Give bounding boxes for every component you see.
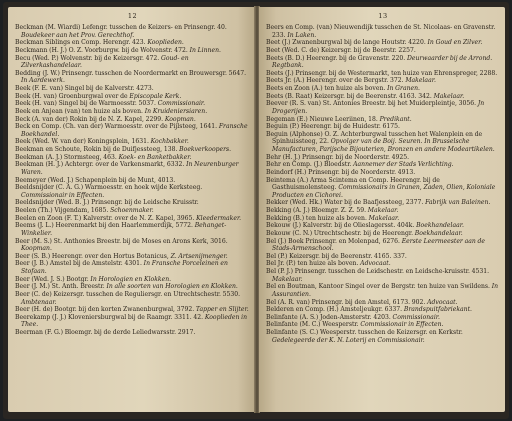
page-number-left: 12 (127, 12, 138, 20)
entry-occupation: Makelaar. (272, 275, 303, 283)
entry-text: Bel en Boutman, Kantoor Singel over de Bergstr. ten huize van Swildens. (266, 283, 490, 291)
entry-text: Beckmann (H. J.) O. Z. Voorburgw. bij de Wolvenstr. 472. (15, 46, 188, 54)
directory-entry (15, 70, 250, 85)
entry-occupation: Fransche Boekhandel. (21, 123, 248, 138)
entry-text: Beck (A. van der) Rokin bij de N. Z. Kapel, 2299. (15, 115, 164, 123)
directory-entries-left (15, 24, 250, 337)
entry-occupation: Goud- en Zilverkashandelaar. (21, 54, 189, 70)
entry-text: Beintema (A.) Arma Scintema en Comp. Heerengr. bij de Gasthuismolensteeg. (266, 176, 440, 192)
entry-text: Beeldsnijder (C. A. G.) Warmoesstr. en hoek wijde Kerksteeg. (15, 184, 203, 192)
entry-occupation: Jn Drogerijen. (272, 100, 485, 115)
directory-entry (266, 169, 500, 177)
entry-text: Beer (H. de) Bootgr. bij den korten Zwanenburgwal, 3792. (15, 306, 195, 314)
directory-entry (266, 260, 500, 268)
entry-text: Beets Jr. (A.) Heerengr. over de Bergstr. 372. (266, 77, 404, 85)
entry-occupation: Deurwaarder bij de Arrond. Regtbank. (272, 54, 493, 70)
entry-text: Bekking (B.) ten huize als boven. (266, 214, 367, 222)
directory-entry (266, 131, 500, 154)
entry-occupation: In Neurenburger Waren. (21, 161, 239, 176)
directory-entry (266, 207, 500, 215)
entry-occupation: Schoenmaker. (110, 207, 154, 214)
entry-occupation: Koopman. (21, 245, 52, 253)
entry-occupation: Fabrijk van Baleinen. (425, 199, 491, 207)
entry-text: Beets en Zoon (A.) ten huize als boven. (266, 85, 386, 92)
directory-entry (266, 154, 500, 162)
entry-occupation: Advocaat. (360, 260, 391, 268)
entry-occupation: Commissionair. (157, 100, 206, 108)
directory-entry (266, 314, 500, 322)
directory-entry (15, 138, 250, 146)
directory-entry (15, 100, 250, 108)
entry-occupation: In Linnen. (189, 46, 221, 54)
directory-entry (266, 100, 500, 115)
entry-text: Bekking (A. J.) Bloemgr. Z. Z. 59. (266, 207, 367, 214)
entry-text: Beckman (M. Wiardi) Lefengr. tusschen de Keizers- en Prinsengr. 40. (15, 24, 227, 31)
entry-text: Beerman (F. G.) Bloemgr. bij de derde Leliedwarsstr. 2917. (15, 329, 196, 336)
entry-occupation: Makelaar. (368, 214, 400, 222)
directory-entry (15, 108, 250, 116)
directory-entry (266, 268, 500, 283)
entry-occupation: Tapper en Slijter. (195, 306, 249, 314)
entry-text: Beek (H. van) Groenburgwal over de (15, 92, 128, 100)
entry-text: Beer (Wed. J. S.) Bootgr. (15, 275, 89, 283)
entry-occupation: Boekverkoopers. (179, 146, 232, 153)
entry-text: Bel (P.) Keizersgr. bij de Beerenstr. 4165. 337. (266, 252, 407, 260)
entry-text: Beets (J.) Prinsengr. bij de Westermarkt, ten huize van Ehrenspreger, 2288. (266, 69, 498, 77)
entry-text: Beekman en Schoute, Rokin bij de Duifjessteeg, 138. (15, 146, 178, 153)
directory-entry (15, 123, 250, 138)
directory-entry (266, 116, 500, 124)
directory-entry (15, 199, 250, 207)
entry-text: Beer (J. M.) St. Anth. Breestr. (15, 283, 105, 291)
entry-text: Beets (B. Raat) Keizersgr. bij de Beerenstr. 4163. 342. (266, 92, 432, 100)
entry-text: Beets (B. D.) Heerengr. bij de Gravenstr. 220. (266, 54, 406, 62)
directory-entry (15, 283, 250, 291)
entry-text: Beekman (A. J.) Stormsteeg, 463. (15, 153, 117, 161)
entry-occupation: Aannemer der Stads Verlichting. (353, 161, 454, 169)
directory-entry (15, 116, 250, 124)
directory-entry (15, 306, 250, 314)
entry-text: Behr (H. J.) Prinsengr. bij de Noorderstr. 4925. (266, 153, 410, 161)
entry-occupation: Episcopale Kerk. (129, 92, 182, 100)
entry-occupation: Commissionairs in Granen, Zaden, Olien, Koloniale Producten en Cichorei. (272, 184, 496, 199)
directory-entry (266, 39, 500, 47)
directory-entry (15, 47, 250, 55)
directory-entry (15, 24, 250, 39)
entry-occupation: Brandspuitfabriekant. (403, 306, 472, 314)
entry-text: Beckman Siblings en Comp. Herengr. 423. (15, 39, 146, 47)
directory-entry (266, 47, 500, 55)
directory-entry (15, 222, 250, 237)
entry-occupation: In Assurantien. (272, 283, 499, 298)
entry-text: Behr en Comp. (J.) Bloedstr. (266, 161, 352, 169)
directory-entry (266, 215, 500, 223)
directory-entry (266, 321, 500, 329)
entry-text: Beer (C. de) Keizersgr. tusschen de Reguliersgr. en Utrechtschestr. 5530. (15, 290, 241, 298)
entry-text: Beguin (P.) Heerengr. bij de Huidestr. 6175. (266, 123, 400, 131)
entry-text: Beet (Wed. C. de) Keizersgr. bij de Beerstr. 2257. (266, 46, 416, 54)
entry-text: Beet (J.) Zwanenburgwal bij de lange Houtstr. 4220. (266, 39, 426, 47)
entry-text: Bel (J.) Boek Prinsengr. en Molenpad, 6276. (266, 237, 400, 245)
entry-text: Beever (R. S. van) St. Antonies Breestr. bij het Muiderpleintje, 3056. (266, 100, 477, 108)
entry-text: Bedding (J. W.) Prinsengr. tusschen de Noordermarkt en Brouwersgr. 5647. (15, 69, 247, 77)
entry-text: Bekouw (C. N.) Utrechtschestr. bij de Heerengr. (266, 229, 414, 237)
entry-occupation: Commissionair. (392, 313, 440, 321)
entry-text: Becu (Wed. P.) Wolvenstr. bij de Keizersgr. 472. (15, 54, 160, 62)
directory-entry (15, 260, 250, 275)
right-page (259, 7, 505, 412)
entry-occupation: Commissionair in Effecten. (21, 191, 105, 199)
entry-text: Bekker (Wed. Hk.) Water bij de Baafjessteeg, 2377. (266, 199, 424, 207)
entry-occupation: In Goud en Zilver. (427, 39, 483, 47)
directory-entry (15, 238, 250, 253)
entry-occupation: Makelaar. (405, 77, 436, 85)
directory-entry (15, 291, 250, 306)
directory-entries-right (266, 24, 500, 344)
entry-text: Beer (S. B.) Heerengr. over den Hortus Botanicus, (15, 252, 169, 260)
directory-entry (15, 93, 250, 101)
entry-occupation: In Fransche Porceleinen en Stofaan. (21, 260, 228, 275)
directory-entry (15, 85, 250, 93)
entry-occupation: Behanget-Winkelier. (21, 222, 227, 237)
entry-occupation: Commissionair in Effecten. (360, 321, 444, 329)
directory-entry (266, 55, 500, 70)
entry-text: Belinfante (A. S.) Joden-Amsterstr. 4203. (266, 313, 391, 321)
entry-text: Beindorf (H.) Prinsengr. bij de Noorderstr. 4913. (266, 168, 416, 176)
entry-text: Beek en Anjean (van) ten huize als boven. (15, 107, 143, 115)
directory-entry (15, 253, 250, 261)
entry-occupation: Koopman. (164, 115, 196, 123)
directory-entry (15, 329, 250, 337)
directory-entry (15, 154, 250, 162)
directory-entry (266, 329, 500, 344)
entry-text: Bel (P. J.) Prinsengr. tusschen de Leidschestr. en Leidsche-kruisstr. 4531. (266, 268, 490, 275)
entry-text: Beer (J. B.) Amstel bij de Amstelstr. 4301. (15, 260, 142, 268)
entry-occupation: Kochbakker. (150, 138, 189, 146)
entry-text: Beerekamp (J. J.) Kloveniersburgwal bij de Raamgr. 3311. 42. (15, 313, 204, 321)
directory-entry (15, 177, 250, 185)
page-number-right: 13 (378, 12, 388, 20)
entry-occupation: In alle soorten van Horologien en Klokken. (106, 283, 238, 291)
entry-occupation: Kooplieden. (147, 39, 184, 47)
directory-entry (266, 230, 500, 238)
directory-entry (266, 123, 500, 131)
open-book (3, 2, 509, 419)
directory-entry (15, 276, 250, 284)
directory-entry (266, 238, 500, 253)
entry-occupation: Gedelegeerde der K. N. Loterij en Commissionair. (272, 336, 425, 344)
entry-text: Bekouw (J.) Kalverstr. bij de Olieslagersst. 404k. (266, 222, 415, 230)
directory-entry (15, 215, 250, 223)
entry-text: Beck en Comp. (Ch. van der) Warmoesstr. over de Pijlsteeg, 1641. (15, 123, 218, 131)
directory-entry (266, 77, 500, 85)
entry-occupation: In Kruideniersiaren. (144, 107, 208, 115)
directory-entry (266, 306, 500, 314)
entry-occupation: Kooplieden in Thee. (21, 313, 248, 329)
left-page (8, 7, 255, 412)
entry-text: Belinfante (M. C.) Weesperstr. (266, 321, 359, 329)
directory-entry (15, 55, 250, 70)
entry-occupation: Eerste Leermeester aan de Stads-Armenschool. (272, 237, 486, 253)
directory-entry (266, 299, 500, 307)
entry-occupation: Boekhandelaar. (414, 229, 463, 237)
entry-occupation: Advocaat. (427, 298, 458, 306)
entry-occupation: Predikant. (379, 115, 412, 123)
directory-entry (15, 207, 250, 215)
directory-entry (266, 253, 500, 261)
directory-entry (15, 161, 250, 176)
directory-entry (266, 283, 500, 298)
entry-occupation: Z. Artsenijmenger. (170, 252, 228, 260)
entry-occupation: In Laken. (287, 31, 317, 39)
directory-entry (15, 314, 250, 329)
entry-text: Belderen en Comp. (H.) Amsteljeukgr. 6337. (266, 306, 403, 314)
directory-entry (266, 85, 500, 93)
directory-entry (15, 146, 250, 154)
directory-entry (15, 184, 250, 199)
directory-entry (266, 177, 500, 200)
entry-occupation: Opvolger van de Boij. Seuren. In Brusselsche Manufacturen, Parijsche Bijouterien, Bronzen en andere Modeartikelen. (272, 138, 495, 153)
entry-text: Beek (F. E. van) Singel bij de Kalverstr. 4273. (15, 85, 154, 92)
directory-entry (266, 199, 500, 207)
directory-entry (266, 24, 500, 39)
entry-occupation: In Aardewerk. (21, 77, 65, 85)
entry-occupation: Kleedermaker. (196, 214, 242, 222)
entry-text: Beekman (H. J.) Achtergr. over de Varkensmarkt, 6332. (15, 161, 185, 169)
entry-occupation: Makelaar. (433, 92, 465, 100)
entry-text: Beeldsnijder (Wed. B. J.) Prinsengr. bij de Leidsche Kruisstr. (15, 199, 199, 207)
entry-text: Beek (H. van) Singel bij de Warmoesstr. 5037. (15, 100, 156, 108)
entry-text: Bel Jr. (P.) ten huize als boven. (266, 260, 359, 268)
entry-occupation: Ambtenaar. (21, 298, 57, 306)
directory-entry (266, 93, 500, 101)
entry-text: Begeman (E.) Nieuwe Leeriinen, 18. (266, 115, 378, 123)
directory-entry (266, 70, 500, 78)
entry-occupation: Boudekeer aan het Prov. Gerechthof. (21, 31, 135, 39)
entry-text: Beek (Wed. W. van der) Koningsplein, 1631. (15, 138, 149, 146)
entry-occupation: Koek- en Banketbakker. (118, 153, 192, 161)
entry-occupation: Boekhandelaar. (416, 222, 464, 230)
entry-text: Bel (A. R. van) Prinsengr. bij den Amstel, 6173. 902. (266, 298, 426, 306)
entry-occupation: In Granen. (387, 85, 420, 92)
entry-occupation: In Horologien en Klokken. (90, 275, 172, 283)
entry-text: Beers en Comp. (van) Nieuwendijk tusschen de St. Nicolaas- en Gravenstr. 233. (266, 24, 496, 39)
entry-text: Beer (M. S.) St. Anthonies Breestr. bij de Moses en Arons Kerk, 3016. (15, 237, 228, 245)
entry-text: Beems (J. L.) Heerenmarkt bij den Haarlemmerdijk, 5772. (15, 222, 193, 230)
entry-text: Beelen en Zoon (F. T.) Kalverstr. over de N. Z. Kapel, 3965. (15, 214, 195, 222)
entry-text: Beguin (Alphonse) O. Z. Achterburgwal tusschen het Walenplein en de Spinhuissteeg, 22. (266, 130, 483, 146)
directory-entry (266, 161, 500, 169)
directory-entry (266, 222, 500, 230)
entry-occupation: Makelaar. (367, 207, 399, 214)
directory-entry (15, 39, 250, 47)
entry-text: Belinfante (S. C.) Weesperstr. tusschen de Keizersgr. en Kerkstr. (266, 329, 463, 336)
entry-text: Beemeyer (Wed. J.) Schapenplein bij de Munt, 4013. (15, 176, 176, 184)
entry-text: Beelen (Th.) Vijgendam, 1685. (15, 207, 109, 214)
